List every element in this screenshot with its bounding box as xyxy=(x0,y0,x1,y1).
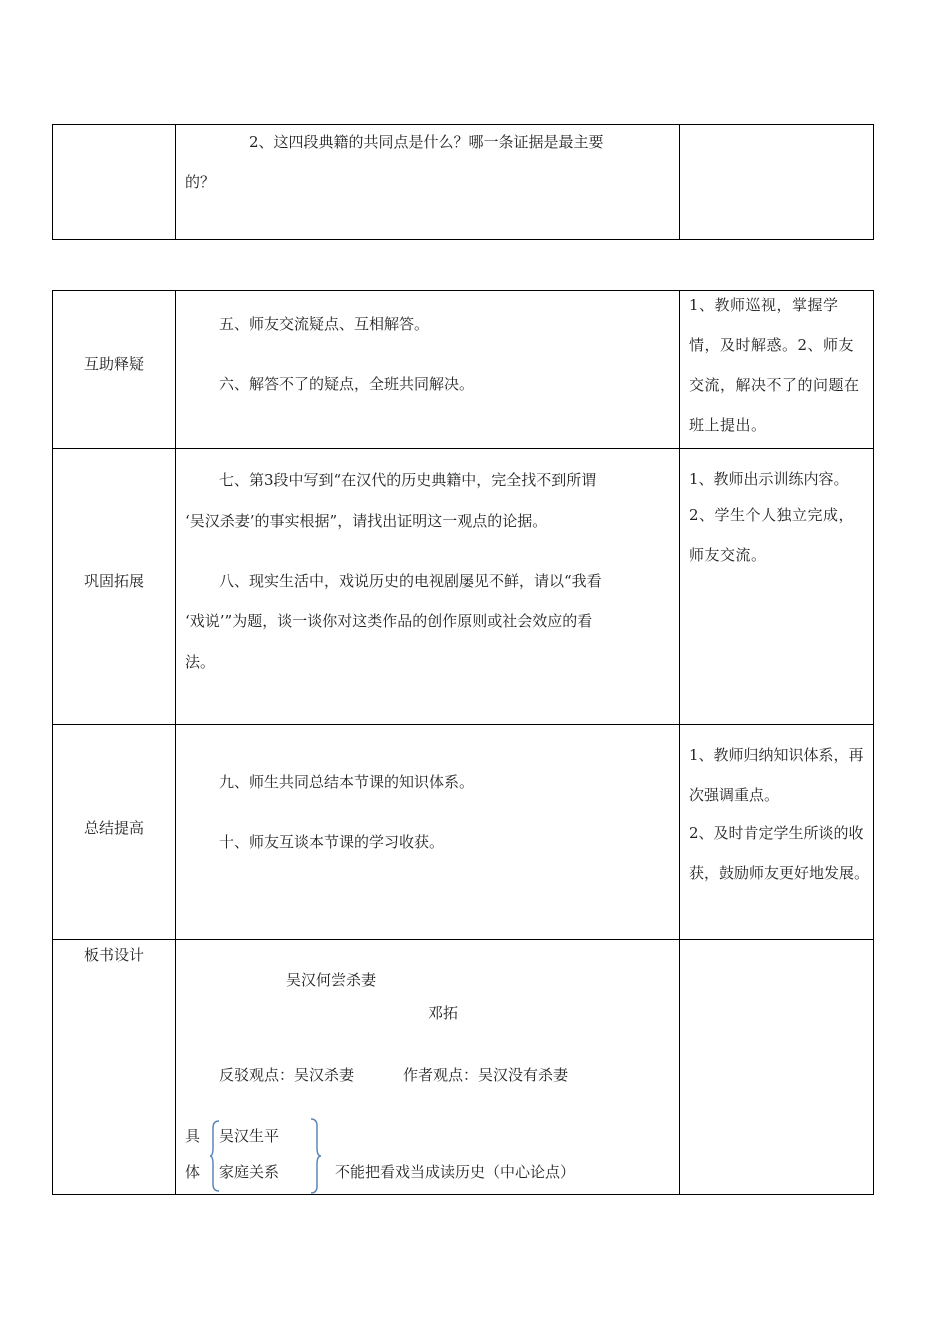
row-gonggu xyxy=(53,448,873,724)
item-5: 五、师友交流疑点、互相解答。 xyxy=(219,315,430,333)
note-huzhu: 1、教师巡视，掌握学情，及时解惑。2、师友交流，解决不了的问题在班上提出。 xyxy=(689,296,860,434)
row-zongjie xyxy=(53,724,873,939)
right-brace xyxy=(310,1118,322,1194)
item-8-line3: 法。 xyxy=(185,653,216,671)
item-8-line1: 八、现实生活中，戏说历史的电视剧屡见不鲜，请以“我看 xyxy=(219,572,602,590)
board-author-view: 作者观点：吴汉没有杀妻 xyxy=(403,1066,569,1084)
board-side-char-2: 体 xyxy=(185,1163,201,1181)
row-banshu xyxy=(53,939,873,1194)
item-7-line2: ‘吴汉杀妻’的事实根据”，请找出证明这一观点的论据。 xyxy=(185,512,548,530)
board-side-char-1: 具 xyxy=(185,1127,201,1145)
item-7-line1: 七、第3段中写到“在汉代的历史典籍中，完全找不到所谓 xyxy=(219,471,597,489)
note-gonggu-1: 1、教师出示训练内容。 xyxy=(689,470,849,488)
lesson-plan-table xyxy=(52,290,874,1195)
row-huzhu xyxy=(53,291,873,448)
note-zongjie-2: 2、及时肯定学生所谈的收获，鼓励师友更好地发展。 xyxy=(689,824,870,882)
item-8-line2: ‘戏说’”为题，谈一谈你对这类作品的创作原则或社会效应的看 xyxy=(185,612,593,630)
note-gonggu-2: 2、学生个人独立完成，师友交流。 xyxy=(689,506,855,564)
section-label-zongjie: 总结提高 xyxy=(83,819,144,837)
board-conclusion: 不能把看戏当成读历史（中心论点） xyxy=(335,1163,576,1181)
board-author: 邓拓 xyxy=(428,1004,459,1022)
board-refute: 反驳观点：吴汉杀妻 xyxy=(219,1066,355,1084)
continuation-table xyxy=(52,124,874,240)
note-cell xyxy=(679,125,873,239)
board-title: 吴汉何尝杀妻 xyxy=(286,971,377,989)
question-2-line2: 的？ xyxy=(185,173,216,191)
board-point-1: 吴汉生平 xyxy=(219,1127,280,1145)
item-10: 十、师友互谈本节课的学习收获。 xyxy=(219,833,445,851)
board-point-2: 家庭关系 xyxy=(219,1163,280,1181)
continuation-row xyxy=(53,125,873,239)
item-6: 六、解答不了的疑点，全班共同解决。 xyxy=(219,375,475,393)
label-cell xyxy=(53,125,176,239)
section-label-huzhu: 互助释疑 xyxy=(83,355,144,373)
section-label-banshu: 板书设计 xyxy=(83,946,144,964)
section-label-gonggu: 巩固拓展 xyxy=(83,572,144,590)
item-9: 九、师生共同总结本节课的知识体系。 xyxy=(219,773,475,791)
question-2-line1: 2、这四段典籍的共同点是什么？哪一条证据是最主要 xyxy=(249,133,604,151)
note-zongjie-1: 1、教师归纳知识体系，再次强调重点。 xyxy=(689,746,864,804)
